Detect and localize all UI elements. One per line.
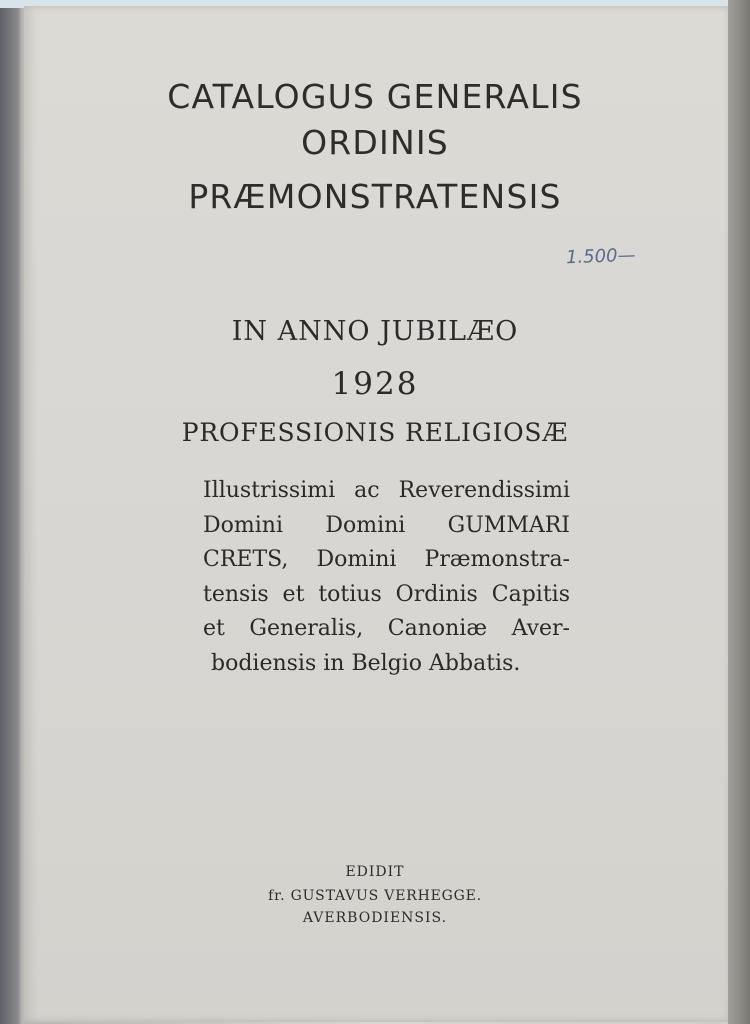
- dedication-line: CRETS, Domini Præmonstra-: [203, 547, 570, 572]
- dedication-line: Domini Domini GUMMARI: [203, 512, 570, 538]
- dedication-line: et Generalis, Canoniæ Aver-: [203, 616, 570, 641]
- dedication-line: Illustrissimi ac Reverendissimi: [203, 478, 570, 503]
- title-line-2: ORDINIS: [301, 123, 449, 162]
- dedication-paragraph: [190, 474, 570, 681]
- imprint-editor: fr. GUSTAVUS VERHEGGE.: [268, 888, 482, 904]
- subtitle-line-1: IN ANNO JUBILÆO: [231, 316, 519, 347]
- dedication-line: bodiensis in Belgio Abbatis.: [211, 650, 521, 676]
- subtitle-year: 1928: [331, 366, 419, 402]
- title-line-1: CATALOGUS GENERALIS: [167, 77, 583, 116]
- handwritten-price-note: 1.500—: [565, 244, 636, 269]
- subtitle-line-2: PROFESSIONIS RELIGIOSÆ: [181, 418, 569, 447]
- dedication-line: tensis et totius Ordinis Capitis: [203, 581, 570, 607]
- imprint-edidit: EDIDIT: [345, 864, 405, 880]
- title-line-3: PRÆMONSTRATENSIS: [188, 177, 562, 216]
- imprint-place: AVERBODIENSIS.: [302, 910, 448, 926]
